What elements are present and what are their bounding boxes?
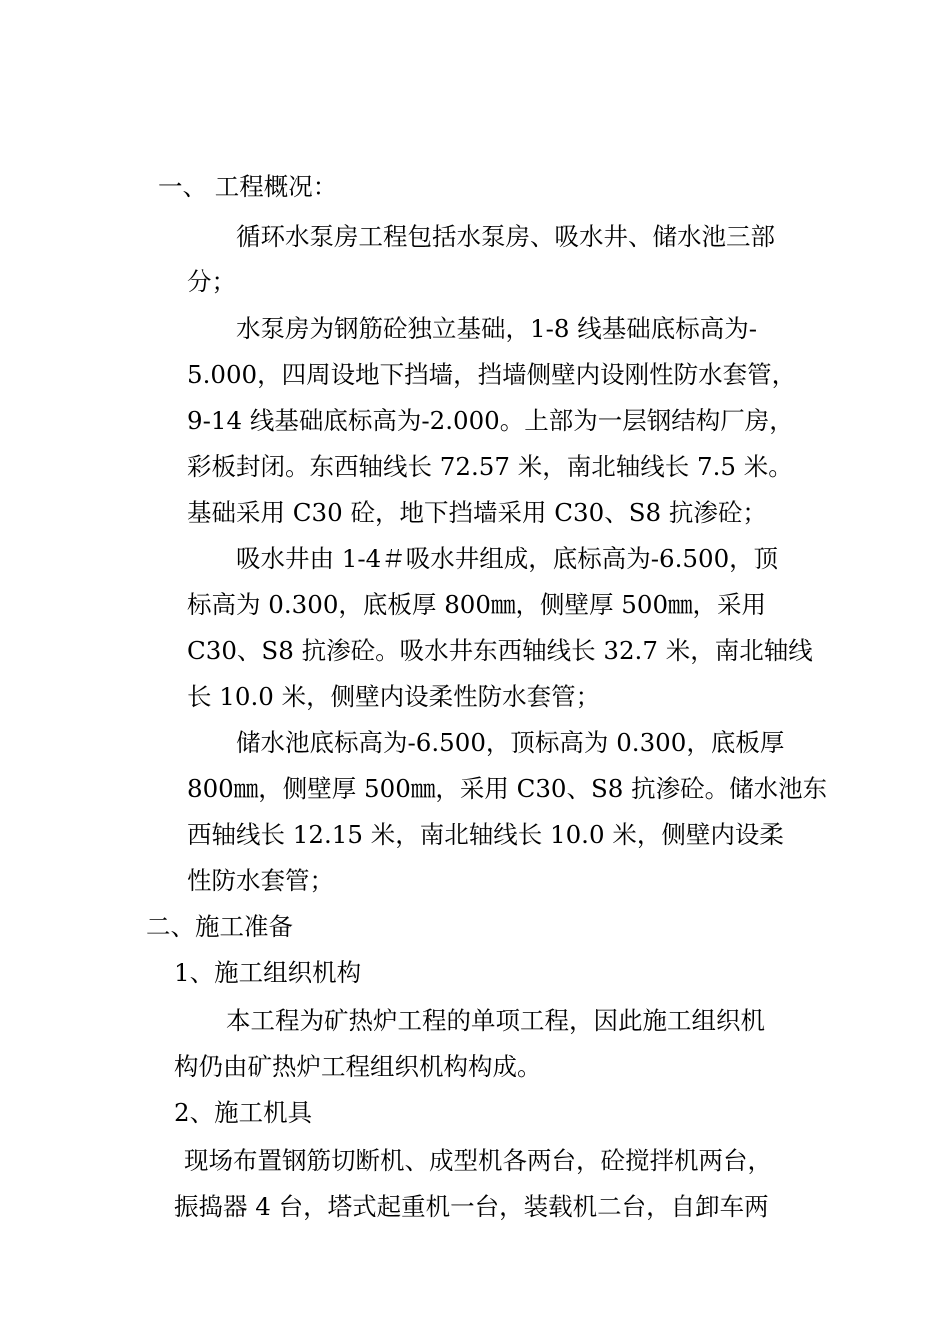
paragraph-line: 基础采用 C30 砼，地下挡墙采用 C30、S8 抗渗砼； [187, 498, 767, 527]
paragraph-line: 西轴线长 12.15 米，南北轴线长 10.0 米，侧壁内设柔 [187, 820, 784, 849]
subsection-heading-organization: 1、施工组织机构 [174, 958, 362, 987]
paragraph-line: 循环水泵房工程包括水泵房、吸水井、储水池三部 [236, 222, 775, 251]
paragraph-line: 振捣器 4 台，塔式起重机一台，装载机二台，自卸车两 [174, 1192, 769, 1221]
paragraph-line: 现场布置钢筋切断机、成型机各两台，砼搅拌机两台， [184, 1146, 772, 1175]
section-heading-construction-prep: 二、施工准备 [146, 912, 293, 941]
paragraph-line: 水泵房为钢筋砼独立基础，1-8 线基础底标高为- [236, 314, 758, 343]
paragraph-line: 本工程为矿热炉工程的单项工程，因此施工组织机 [226, 1006, 765, 1035]
paragraph-line: 9-14 线基础底标高为-2.000。上部为一层钢结构厂房， [187, 406, 794, 435]
paragraph-line: 储水池底标高为-6.500，顶标高为 0.300，底板厚 [236, 728, 785, 757]
paragraph-line: 长 10.0 米，侧壁内设柔性防水套管； [187, 682, 601, 711]
paragraph-line: 吸水井由 1-4＃吸水井组成，底标高为-6.500，顶 [236, 544, 779, 573]
subsection-heading-equipment: 2、施工机具 [174, 1098, 313, 1127]
paragraph-line: 构仍由矿热炉工程组织机构构成。 [174, 1052, 542, 1081]
paragraph-line: 标高为 0.300，底板厚 800㎜，侧壁厚 500㎜，采用 [187, 590, 767, 619]
paragraph-line: 性防水套管； [187, 866, 334, 895]
paragraph-line: 分； [187, 267, 236, 296]
paragraph-line: C30、S8 抗渗砼。吸水井东西轴线长 32.7 米，南北轴线 [187, 636, 813, 665]
paragraph-line: 5.000，四周设地下挡墙，挡墙侧壁内设刚性防水套管， [187, 360, 797, 389]
paragraph-line: 彩板封闭。东西轴线长 72.57 米，南北轴线长 7.5 米。 [187, 452, 793, 481]
section-heading-project-overview: 一、 工程概况： [158, 172, 338, 201]
paragraph-line: 800㎜，侧壁厚 500㎜，采用 C30、S8 抗渗砼。储水池东 [187, 774, 828, 803]
